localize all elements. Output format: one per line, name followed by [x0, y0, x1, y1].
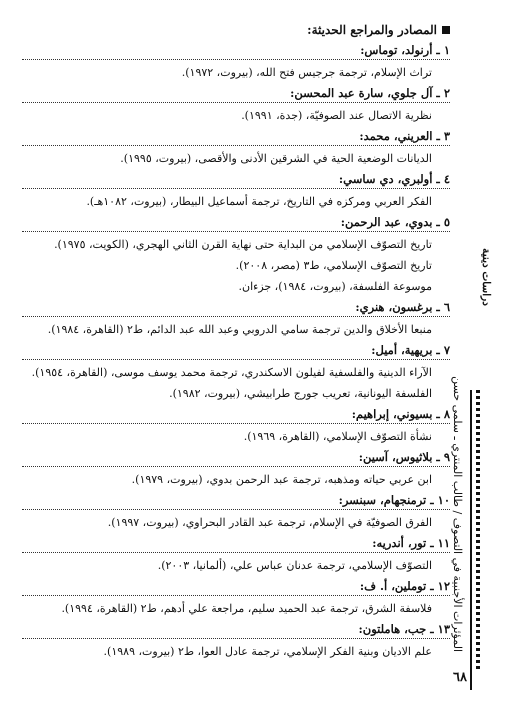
work-citation: منبعا الأخلاق والدين ترجمة سامي الدروبي وعبد الله عبد الدائم، ط٢ (القاهرة، ١٩٨٤). — [47, 323, 432, 336]
running-title — [446, 376, 468, 652]
author-name: ١١ ـ تور، أندريه: — [22, 535, 450, 553]
work-citation: الديانات الوضعية الحية في الشرقين الأدنى والأقصى، (بيروت، ١٩٩٥). — [120, 152, 432, 165]
bib-entry — [22, 449, 450, 488]
work-citation: تاريخ التصوّف الإسلامي، ط٣ (مصر، ٢٠٠٨). — [235, 259, 432, 272]
work-citation: تراث الإسلام، ترجمة جرجيس فتح الله، (بيروت، ١٩٧٢). — [181, 66, 432, 79]
bib-entry — [22, 171, 450, 210]
margin-rule — [470, 390, 472, 690]
work-citation: التصوّف الإسلامي، ترجمة عدنان عباس علي، (ألمانيا، ٢٠٠٣). — [157, 559, 432, 572]
work-citation: ابن عربي حياته ومذهبه، ترجمة عبد الرحمن بدوي، (بيروت، ١٩٧٩). — [131, 473, 432, 486]
margin-dotted-rule — [476, 390, 480, 670]
section-heading — [22, 22, 450, 38]
bib-entry — [22, 42, 450, 81]
bib-entry — [22, 578, 450, 617]
works-list — [22, 321, 450, 338]
bib-entry — [22, 299, 450, 338]
author-name: ١٠ ـ ترمنجهام، سبنسر: — [22, 492, 450, 510]
author-name: ٣ ـ العريني، محمد: — [22, 128, 450, 146]
works-list — [22, 64, 450, 81]
works-list — [22, 364, 450, 402]
works-list — [22, 557, 450, 574]
author-name: ١٣ ـ جب، هاملتون: — [22, 621, 450, 639]
works-list — [22, 150, 450, 167]
bib-entry — [22, 406, 450, 445]
work-citation: تاريخ التصوّف الإسلامي من البداية حتى نهاية القرن الثاني الهجري، (الكويت، ١٩٧٥). — [54, 238, 432, 251]
author-name: ٧ ـ بريهية، أميل: — [22, 342, 450, 360]
entries-list — [22, 42, 450, 660]
author-name: ٥ ـ بدوي، عبد الرحمن: — [22, 214, 450, 232]
works-list — [22, 471, 450, 488]
series-logo-text: دراسات دينية — [480, 248, 492, 306]
work-citation: الفرق الصوفيّة في الإسلام، ترجمة عبد القادر البحراوي، (بيروت، ١٩٩٧). — [107, 516, 432, 529]
works-list — [22, 600, 450, 617]
section-title: المصادر والمراجع الحديثة: — [307, 23, 437, 37]
work-citation: موسوعة الفلسفة، (بيروت، ١٩٨٤)، جزءان. — [238, 280, 432, 293]
author-name: ٩ ـ بلاثيوس، آسين: — [22, 449, 450, 467]
author-name: ٦ ـ برغسون، هنري: — [22, 299, 450, 317]
running-title-text: المؤثرات الأجنبية في التصوف / طالب المنتري ـ سلمى حسن — [451, 376, 464, 652]
series-logo — [452, 232, 492, 322]
work-citation: نشأة التصوّف الإسلامي، (القاهرة، ١٩٦٩). — [243, 430, 432, 443]
works-list — [22, 193, 450, 210]
author-name: ١ ـ أرنولد، توماس: — [22, 42, 450, 60]
author-name: ٨ ـ بسيوني، إبراهيم: — [22, 406, 450, 424]
bib-entry — [22, 85, 450, 124]
work-citation: الفكر العربي ومركزه في التاريخ، ترجمة أسماعيل البيطار، (بيروت، ١٠٨٢هـ). — [86, 195, 432, 208]
work-citation: علم الاديان وبنية الفكر الإسلامي، ترجمة عادل العوا، ط٢ (بيروت، ١٩٨٩). — [103, 645, 432, 658]
author-name: ٤ ـ أولبري، دي ساسي: — [22, 171, 450, 189]
page-number: ٦٨ — [453, 670, 467, 685]
works-list — [22, 643, 450, 660]
works-list — [22, 107, 450, 124]
works-list — [22, 514, 450, 531]
work-citation: الفلسفة اليونانية، تعريب جورج طرابيشي، (بيروت، ١٩٨٢). — [169, 387, 432, 400]
work-citation: فلاسفة الشرق، ترجمة عبد الحميد سليم، مراجعة علي أدهم، ط٢ (القاهرة، ١٩٩٤). — [61, 602, 432, 615]
bib-entry — [22, 342, 450, 402]
author-name: ١٢ ـ توملين، أ. ف: — [22, 578, 450, 596]
works-list — [22, 428, 450, 445]
square-bullet-icon — [442, 26, 450, 34]
bib-entry — [22, 214, 450, 295]
bib-entry — [22, 621, 450, 660]
bib-entry — [22, 492, 450, 531]
bib-entry — [22, 128, 450, 167]
works-list — [22, 236, 450, 295]
bib-entry — [22, 535, 450, 574]
author-name: ٢ ـ آل جلوي، سارة عبد المحسن: — [22, 85, 450, 103]
bibliography — [22, 6, 450, 696]
work-citation: الآراء الدينية والفلسفية لفيلون الاسكندري، ترجمة محمد يوسف موسى، (القاهرة، ١٩٥٤). — [31, 366, 432, 379]
work-citation: نظرية الاتصال عند الصوفيّة، (جدة، ١٩٩١). — [241, 109, 432, 122]
